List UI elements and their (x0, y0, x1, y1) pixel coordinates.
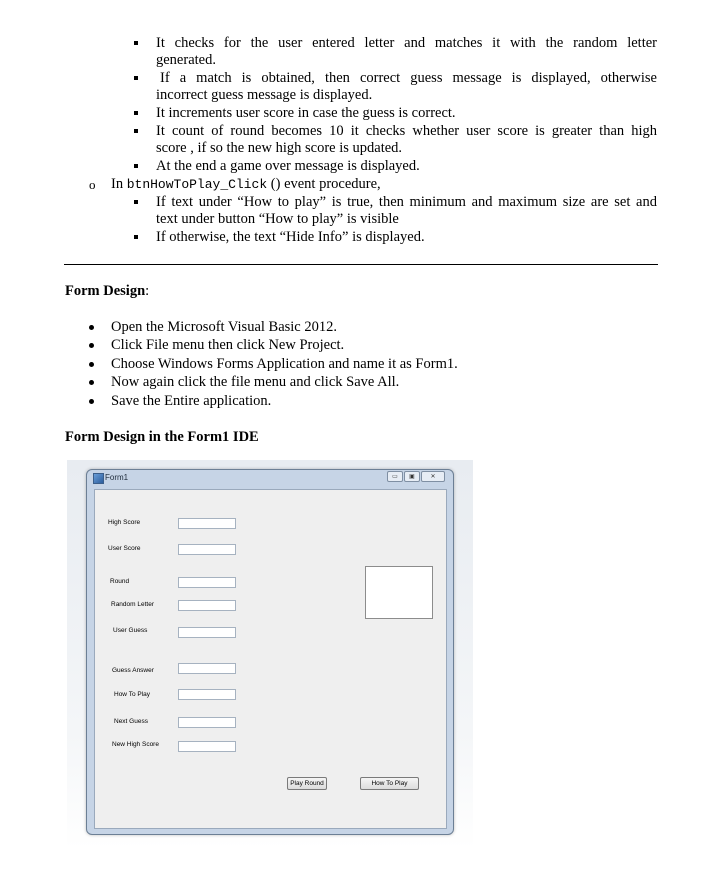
how-to-play-step-1-cont: text under button “How to play” is visible (156, 211, 399, 227)
how-to-play-button[interactable]: How To Play (360, 777, 419, 790)
heading-colon: : (145, 283, 150, 299)
bullet-square (134, 41, 138, 45)
form1-screenshot (67, 460, 473, 849)
form-design-step-2: Click File menu then click New Project. (111, 337, 345, 353)
procedure-step-4-cont: score , if so the new high score is updated. (156, 140, 403, 156)
label-guess-answer: Guess Answer (112, 667, 154, 674)
label-high-score: High Score (108, 519, 141, 526)
how-to-play-intro (111, 176, 381, 193)
minimize-icon[interactable]: ▭ (387, 471, 403, 482)
bullet-dot (89, 325, 94, 330)
close-icon[interactable]: ✕ (421, 471, 445, 482)
procedure-step-4: It count of round becomes 10 it checks whether user score is greater than high (156, 123, 657, 139)
label-how-to-play: How To Play (114, 691, 151, 698)
horizontal-rule (64, 264, 658, 265)
label-user-score: User Score (108, 545, 141, 552)
form1-titlebar[interactable] (87, 470, 453, 486)
bullet-dot (89, 362, 94, 367)
textbox-user-score[interactable] (178, 544, 236, 555)
textbox-new-high-score[interactable] (178, 741, 236, 752)
textbox-random-letter[interactable] (178, 600, 236, 611)
code-identifier: btnHowToPlay_Click (126, 177, 268, 192)
textbox-how-to-play[interactable] (178, 689, 236, 700)
bullet-square (134, 129, 138, 133)
textbox-high-score[interactable] (178, 518, 236, 529)
form-icon (93, 473, 104, 484)
form-design-heading (65, 283, 149, 300)
form-design-step-3: Choose Windows Forms Application and name it as Form1. (111, 356, 458, 372)
label-new-high-score: New High Score (112, 741, 159, 748)
form-design-step-1: Open the Microsoft Visual Basic 2012. (111, 319, 337, 335)
how-to-play-step-2: If otherwise, the text “Hide Info” is displayed. (156, 229, 425, 245)
procedure-step-2: If a match is obtained, then correct guess message is displayed, otherwise (160, 70, 657, 86)
bullet-square (134, 76, 138, 80)
maximize-icon[interactable]: ▣ (404, 471, 420, 482)
intro-suffix: () event procedure, (267, 176, 381, 192)
bullet-circle: o (89, 177, 96, 192)
intro-prefix: In (111, 176, 127, 192)
form1-client-area (94, 489, 447, 829)
label-user-guess: User Guess (113, 627, 148, 634)
label-random-letter: Random Letter (111, 601, 154, 608)
form-design-heading-text: Form Design (65, 283, 146, 299)
bullet-dot (89, 399, 94, 404)
window-controls (386, 471, 445, 482)
label-round: Round (110, 578, 130, 585)
picture-box (365, 566, 433, 619)
textbox-guess-answer[interactable] (178, 663, 236, 674)
bullet-dot (89, 343, 94, 348)
bullet-square (134, 235, 138, 239)
form-design-step-5: Save the Entire application. (111, 393, 272, 409)
textbox-next-guess[interactable] (178, 717, 236, 728)
label-next-guess: Next Guess (114, 718, 148, 725)
procedure-step-2-cont: incorrect guess message is displayed. (156, 87, 373, 103)
ide-heading: Form Design in the Form1 IDE (65, 429, 259, 445)
play-round-button[interactable]: Play Round (287, 777, 327, 790)
textbox-round[interactable] (178, 577, 236, 588)
textbox-user-guess[interactable] (178, 627, 236, 638)
procedure-step-1-cont: generated. (156, 52, 216, 68)
procedure-step-3: It increments user score in case the guess is correct. (156, 105, 456, 121)
form1-window (86, 469, 454, 835)
how-to-play-step-1: If text under “How to play” is true, then minimum and maximum size are set and (156, 194, 657, 210)
procedure-step-1: It checks for the user entered letter and matches it with the random letter (156, 35, 657, 51)
bullet-dot (89, 380, 94, 385)
bullet-square (134, 200, 138, 204)
form-design-step-4: Now again click the file menu and click Save All. (111, 374, 400, 390)
procedure-step-5: At the end a game over message is displayed. (156, 158, 420, 174)
form1-title: Form1 (105, 473, 129, 482)
bullet-square (134, 111, 138, 115)
bullet-square (134, 164, 138, 168)
